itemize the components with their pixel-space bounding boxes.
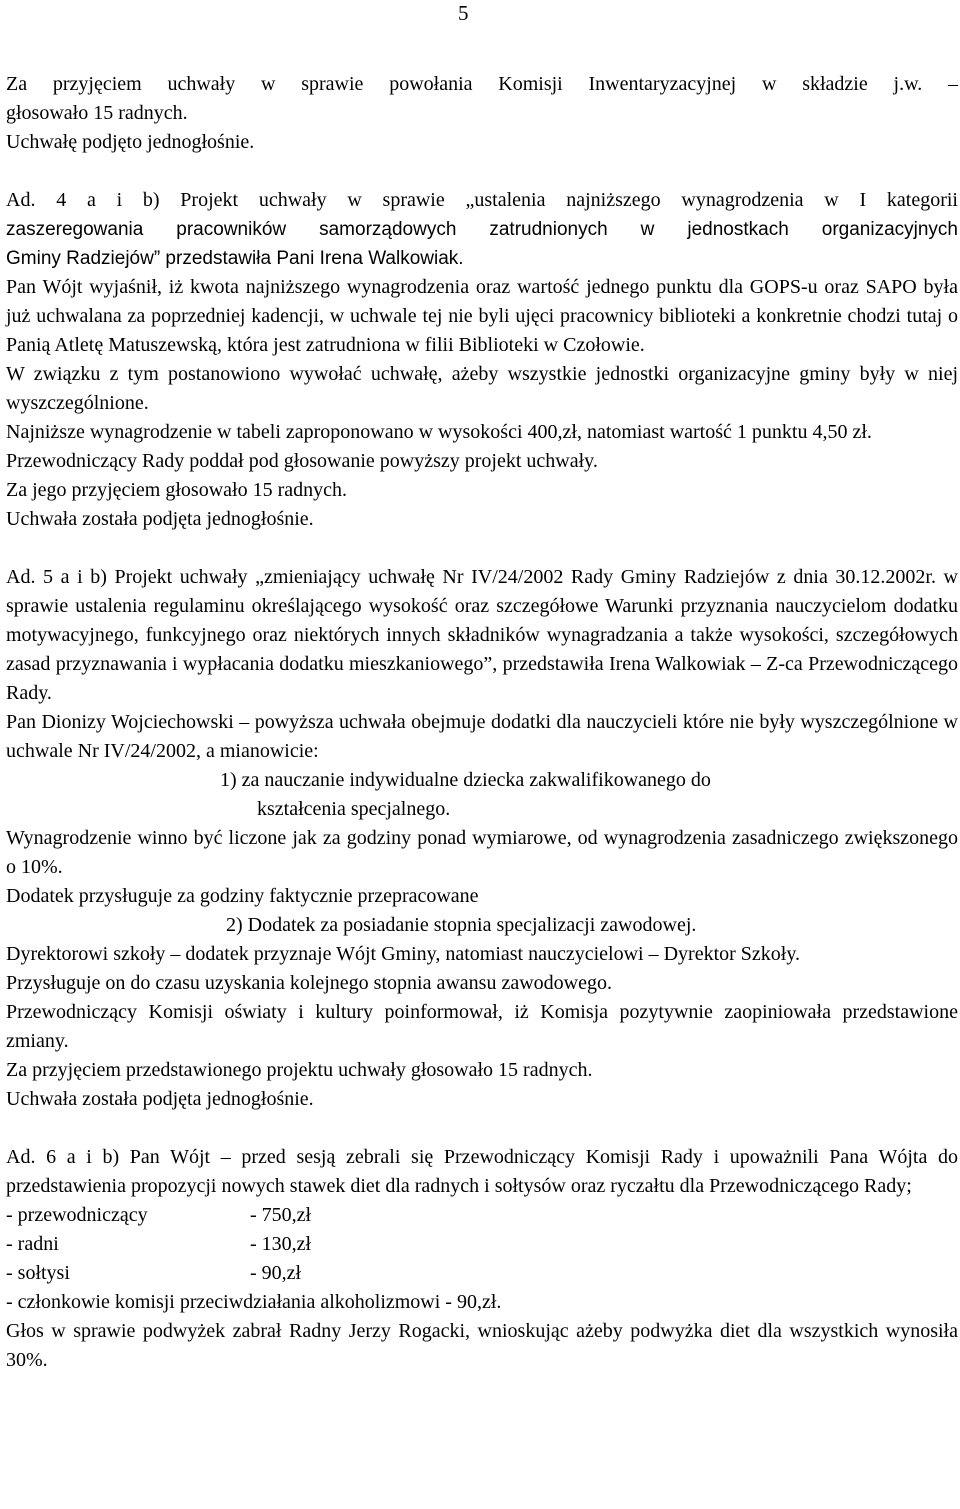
spacer bbox=[6, 1114, 958, 1143]
ad4-paragraph: Pan Wójt wyjaśnił, iż kwota najniższego wynagrodzenia oraz wartość jednego punktu dla GOPS-u oraz SAPO była już uchwalana za poprzedniej kadencji, w uchwale tej nie byli ujęci pracownicy biblioteki a konkretnie chodzi tutaj o Panią Atletę Matuszewską, która jest zatrudniona w filii Biblioteki w Czołowie. bbox=[6, 276, 958, 356]
ad5-paragraph: Za przyjęciem przedstawionego projektu uchwały głosowało 15 radnych. bbox=[6, 1059, 593, 1081]
page-number: 5 bbox=[458, 1, 469, 25]
rate-value: - 90,zł bbox=[250, 1262, 302, 1284]
committee-rate: - członkowie komisji przeciwdziałania alkoholizmowi - 90,zł. bbox=[6, 1291, 502, 1313]
ad4-paragraph: Przewodniczący Rady poddał pod głosowanie powyższy projekt uchwały. bbox=[6, 450, 598, 472]
rate-name: - radni bbox=[6, 1233, 59, 1255]
rate-row bbox=[6, 1230, 958, 1259]
ad5-paragraph: Wynagrodzenie winno być liczone jak za godziny ponad wymiarowe, od wynagrodzenia zasadniczego zwiększonego o 10%. bbox=[6, 827, 958, 878]
prev-vote-line-2: głosowało 15 radnych. bbox=[6, 102, 188, 124]
ad6-paragraph: Głos w sprawie podwyżek zabrał Radny Jerzy Rogacki, wnioskując ażeby podwyżka diet dla wszystkich wynosiła 30%. bbox=[6, 1320, 958, 1371]
ad4-intro-line-1: Ad. 4 a i b) Projekt uchwały w sprawie „ustalenia najniższego wynagrodzenia w I kategorii bbox=[6, 189, 958, 211]
ad4-paragraph: Najniższe wynagrodzenie w tabeli zaproponowano w wysokości 400,zł, natomiast wartość 1 punktu 4,50 zł. bbox=[6, 421, 872, 443]
prev-result: Uchwałę podjęto jednogłośnie. bbox=[6, 131, 255, 153]
ad5-result: Uchwała została podjęta jednogłośnie. bbox=[6, 1088, 314, 1110]
list-item-text: 1) za nauczanie indywidualne dziecka zakwalifikowanego do bbox=[220, 769, 711, 791]
ad6-paragraph: Ad. 6 a i b) Pan Wójt – przed sesją zebrali się Przewodniczący Komisji Rady i upoważnili Pana Wójta do przedstawienia propozycji nowych stawek diet dla radnych i sołtysów oraz ryczałtu dla Przewodniczącego Rady; bbox=[6, 1146, 958, 1197]
rate-name: - przewodniczący bbox=[6, 1204, 148, 1226]
rate-row bbox=[6, 1201, 958, 1230]
ad5-paragraph: Przysługuje on do czasu uzyskania kolejnego stopnia awansu zawodowego. bbox=[6, 972, 612, 994]
ad4-paragraph: W związku z tym postanowiono wywołać uchwałę, ażeby wszystkie jednostki organizacyjne gminy były w niej wyszczególnione. bbox=[6, 363, 958, 414]
prev-vote-line-1: Za przyjęciem uchwały w sprawie powołania Komisji Inwentaryzacyjnej w składzie j.w. – bbox=[6, 73, 958, 95]
ad5-paragraph: Przewodniczący Komisji oświaty i kultury poinformował, iż Komisja pozytywnie zaopiniowała przedstawione zmiany. bbox=[6, 1001, 958, 1052]
spacer bbox=[6, 157, 958, 186]
ad5-paragraph: Ad. 5 a i b) Projekt uchwały „zmieniający uchwałę Nr IV/24/2002 Rady Gminy Radziejów z dnia 30.12.2002r. w sprawie ustalenia regulaminu określającego wysokość oraz szczegółowe Warunki przyznania nauczycielom dodatku motywacyjnego, funkcyjnego oraz niektórych innych składników wynagradzania a także wysokości, szczegółowych zasad przyznawania i wypłacania dodatku mieszkaniowego”, przedstawiła Irena Walkowiak – Z-ca Przewodniczącego Rady. bbox=[6, 566, 958, 704]
list-item-continuation: kształcenia specjalnego. bbox=[257, 798, 451, 820]
ad4-result: Uchwała została podjęta jednogłośnie. bbox=[6, 508, 314, 530]
ad5-paragraph: Dodatek przysługuje za godziny faktycznie przepracowane bbox=[6, 885, 479, 907]
rate-value: - 750,zł bbox=[250, 1204, 312, 1226]
list-item: 2) Dodatek za posiadanie stopnia specjalizacji zawodowej. bbox=[226, 914, 697, 936]
rate-value: - 130,zł bbox=[250, 1233, 312, 1255]
document-body bbox=[6, 70, 958, 1375]
ad4-paragraph: Za jego przyjęciem głosowało 15 radnych. bbox=[6, 479, 347, 501]
ad5-paragraph: Dyrektorowi szkoły – dodatek przyznaje Wójt Gminy, natomiast nauczycielowi – Dyrektor Szkoły. bbox=[6, 943, 801, 965]
ad5-paragraph: Pan Dionizy Wojciechowski – powyższa uchwała obejmuje dodatki dla nauczycieli które nie były wyszczególnione w uchwale Nr IV/24/2002, a mianowicie: bbox=[6, 711, 958, 762]
list-item bbox=[6, 766, 958, 824]
rate-name: - sołtysi bbox=[6, 1262, 70, 1284]
rate-row bbox=[6, 1259, 958, 1288]
spacer bbox=[6, 534, 958, 563]
ad4-intro-line-3: Gminy Radziejów” przedstawiła Pani Irena Walkowiak. bbox=[6, 248, 464, 269]
ad4-intro-line-2: zaszeregowania pracowników samorządowych zatrudnionych w jednostkach organizacyjnych bbox=[6, 219, 958, 240]
